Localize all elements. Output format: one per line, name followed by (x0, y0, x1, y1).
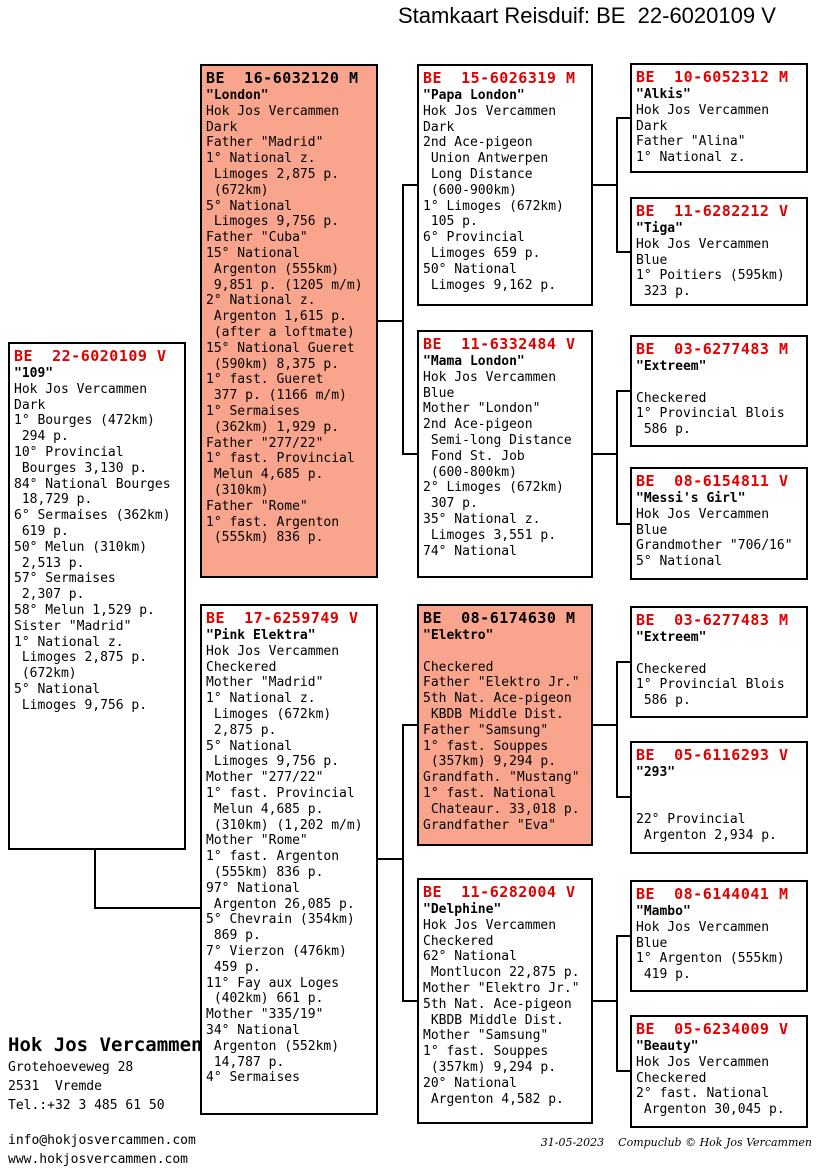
pigeon-name: "London" (206, 88, 269, 103)
detail-line: 57° Sermaises (14, 571, 116, 587)
detail-line: 5° National (206, 738, 293, 754)
detail-line: Mother "335/19" (206, 1007, 324, 1023)
detail-line: 58° Melun 1,529 p. (14, 602, 155, 618)
address-line: 2531 Vremde (8, 1079, 102, 1094)
pigeon-name: "Messi's Girl" (636, 491, 746, 506)
detail-line: 5th Nat. Ace-pigeon (423, 996, 572, 1012)
detail-line: Checkered (636, 1070, 707, 1086)
detail-line: Checkered (423, 933, 494, 949)
detail-line: (555km) 836 p. (206, 530, 324, 546)
detail-line (636, 797, 802, 813)
connector-line (593, 724, 618, 726)
detail-line: 1° fast. Provincial (206, 451, 355, 467)
pigeon-details (423, 104, 587, 294)
pedigree-box-ggp-8 (630, 1015, 808, 1128)
pedigree-box-grandfather-paternal (417, 64, 593, 306)
detail-line: 7° Vierzon (476km) (206, 943, 347, 959)
ring-number: BE 08-6154811 V (636, 472, 789, 490)
connector-line (616, 251, 631, 253)
detail-line: Limoges 9,756 p. (14, 697, 148, 713)
detail-line: Sister "Madrid" (14, 618, 132, 634)
connector-line (378, 858, 404, 860)
detail-line: (600-900km) (423, 182, 517, 198)
ring-number: BE 03-6277483 M (636, 611, 789, 629)
connector-line (593, 184, 618, 186)
detail-line: 9,851 p. (1205 m/m) (206, 277, 363, 293)
detail-line: 1° Limoges (672km) (423, 198, 564, 214)
detail-line: (362km) 1,929 p. (206, 419, 340, 435)
pedigree-box-grandmother-maternal (417, 878, 593, 1124)
address-line: Grotehoeveweg 28 (8, 1060, 134, 1075)
detail-line: 15° National (206, 245, 300, 261)
pigeon-details (636, 646, 802, 709)
detail-line (636, 781, 802, 797)
ring-number: BE 11-6282004 V (423, 883, 576, 901)
detail-line: Melun 4,685 p. (206, 801, 324, 817)
detail-line: 1° fast. Souppes (423, 738, 549, 754)
detail-line: 1° Provincial Blois (636, 406, 785, 422)
pigeon-details (636, 920, 802, 983)
detail-line: 1° National z. (206, 151, 316, 167)
pigeon-details (636, 375, 802, 438)
pedigree-box-mother (200, 604, 378, 1115)
detail-line: (310km) (206, 482, 269, 498)
ring-number: BE 11-6332484 V (423, 335, 576, 353)
detail-line: 459 p. (206, 959, 261, 975)
detail-line: Fond St. Job (423, 448, 525, 464)
pedigree-box-ggp-6 (630, 741, 808, 854)
detail-line: Dark (636, 118, 668, 134)
detail-line: 586 p. (636, 693, 691, 709)
detail-line: 1° fast. Argenton (206, 849, 340, 865)
detail-line: Checkered (636, 661, 707, 677)
detail-line: 84° National Bourges (14, 476, 171, 492)
detail-line: 5° National (636, 554, 723, 570)
detail-line: KBDB Middle Dist. (423, 706, 564, 722)
detail-line: 97° National (206, 880, 300, 896)
pigeon-details (206, 644, 372, 1086)
detail-line: 6° Sermaises (362km) (14, 508, 171, 524)
detail-line: Argenton (552km) (206, 1038, 340, 1054)
pedigree-box-father (200, 64, 378, 578)
detail-line: 50° Melun (310km) (14, 539, 148, 555)
detail-line: (402km) 661 p. (206, 991, 324, 1007)
ring-number: BE 10-6052312 M (636, 68, 789, 86)
detail-line: Limoges 2,875 p. (206, 166, 340, 182)
connector-line (616, 523, 631, 525)
pedigree-box-ggp-4 (630, 467, 808, 580)
detail-line: 2° Limoges (672km) (423, 480, 564, 496)
detail-line: Argenton 2,934 p. (636, 828, 777, 844)
detail-line: 5° National (206, 198, 293, 214)
detail-line: Argenton (555km) (206, 261, 340, 277)
detail-line: 869 p. (206, 928, 261, 944)
detail-line: Mother "Elektro Jr." (423, 980, 580, 996)
connector-line (616, 796, 631, 798)
detail-line: (672km) (14, 666, 77, 682)
pedigree-box-subject (8, 342, 186, 850)
detail-line: Bourges 3,130 p. (14, 460, 148, 476)
detail-line: Father "Samsung" (423, 722, 549, 738)
connector-line (616, 661, 618, 798)
detail-line: Limoges 9,162 p. (423, 277, 557, 293)
connector-line (593, 1000, 618, 1002)
ring-number: BE 05-6116293 V (636, 746, 789, 764)
detail-line: Melun 4,685 p. (206, 467, 324, 483)
connector-line (94, 850, 96, 909)
ring-number: BE 08-6144041 M (636, 885, 789, 903)
ring-number: BE 22-6020109 V (14, 347, 167, 365)
pigeon-name: "Mambo" (636, 904, 691, 919)
loft-name: Hok Jos Vercammen (8, 1034, 203, 1056)
ring-number: BE 05-6234009 V (636, 1020, 789, 1038)
detail-line: (357km) 9,294 p. (423, 1059, 557, 1075)
detail-line (636, 646, 802, 662)
detail-line: 1° fast. Argenton (206, 514, 340, 530)
detail-line: 22° Provincial (636, 812, 746, 828)
connector-line (593, 453, 618, 455)
detail-line: Mother "Madrid" (206, 675, 324, 691)
detail-line: Long Distance (423, 166, 533, 182)
pigeon-name: "Alkis" (636, 87, 691, 102)
pedigree-box-ggp-2 (630, 197, 808, 306)
detail-line: Hok Jos Vercammen (636, 919, 770, 935)
detail-line: 2° fast. National (636, 1086, 770, 1102)
ring-number: BE 17-6259749 V (206, 609, 359, 627)
pedigree-box-grandfather-maternal (417, 604, 593, 846)
detail-line: 1° Bourges (472km) (14, 413, 155, 429)
detail-line: Father "277/22" (206, 435, 324, 451)
pigeon-details (636, 781, 802, 844)
connector-line (616, 117, 631, 119)
detail-line: 2nd Ace-pigeon (423, 135, 533, 151)
pigeon-details (636, 103, 802, 166)
detail-line: Father "Elektro Jr." (423, 675, 580, 691)
detail-line (423, 644, 587, 660)
detail-line: Grandmother "706/16" (636, 538, 793, 554)
detail-line: 619 p. (14, 523, 69, 539)
detail-line: Hok Jos Vercammen (636, 236, 770, 252)
print-date: 31-05-2023 (540, 1136, 605, 1149)
detail-line: 1° National z. (14, 634, 124, 650)
connector-line (402, 184, 418, 186)
detail-line: KBDB Middle Dist. (423, 1012, 564, 1028)
pigeon-details (206, 104, 372, 546)
detail-line: (310km) (1,202 m/m) (206, 817, 363, 833)
detail-line: 1° Argenton (555km) (636, 951, 785, 967)
website-url: www.hokjosvercammen.com (8, 1152, 189, 1167)
detail-line: 5° National (14, 681, 101, 697)
pigeon-name: "Tiga" (636, 221, 683, 236)
connector-line (616, 390, 618, 525)
detail-line: 377 p. (1166 m/m) (206, 388, 347, 404)
copyright-credit: Compuclub © Hok Jos Vercammen (618, 1136, 812, 1149)
connector-line (402, 1000, 418, 1002)
connector-line (402, 184, 404, 455)
detail-line: 74° National (423, 543, 517, 559)
spacer (8, 1115, 202, 1131)
pedigree-box-ggp-7 (630, 880, 808, 992)
pigeon-name: "109" (14, 366, 54, 381)
detail-line: 6° Provincial (423, 230, 525, 246)
pedigree-box-ggp-3 (630, 335, 808, 447)
detail-line: 2° National z. (206, 293, 316, 309)
contact-block (8, 1032, 202, 1169)
detail-line: Father "Madrid" (206, 135, 324, 151)
detail-line: Dark (14, 397, 46, 413)
detail-line: 323 p. (636, 284, 691, 300)
detail-line: Hok Jos Vercammen (206, 103, 340, 119)
detail-line: Checkered (206, 659, 277, 675)
detail-line: 1° Sermaises (206, 403, 300, 419)
detail-line: 2,513 p. (14, 555, 85, 571)
pigeon-details (636, 1055, 802, 1118)
detail-line: Argenton 26,085 p. (206, 896, 355, 912)
detail-line: (after a loftmate) (206, 324, 355, 340)
detail-line: (555km) 836 p. (206, 864, 324, 880)
detail-line: Blue (636, 935, 668, 951)
detail-line: Checkered (423, 659, 494, 675)
phone-number: Tel.:+32 3 485 61 50 (8, 1098, 165, 1113)
detail-line: 15° National Gueret (206, 340, 355, 356)
detail-line: Argenton 1,615 p. (206, 309, 347, 325)
detail-line: Father "Rome" (206, 498, 308, 514)
detail-line: 34° National (206, 1022, 300, 1038)
detail-line: Chateaur. 33,018 p. (423, 801, 580, 817)
pigeon-details (423, 918, 587, 1108)
detail-line: 1° Poitiers (595km) (636, 268, 785, 284)
detail-line: Hok Jos Vercammen (423, 369, 557, 385)
detail-line: 50° National (423, 261, 517, 277)
detail-line: Hok Jos Vercammen (636, 506, 770, 522)
detail-line: 5th Nat. Ace-pigeon (423, 691, 572, 707)
ring-number: BE 08-6174630 M (423, 609, 576, 627)
detail-line: (600-800km) (423, 464, 517, 480)
detail-line: 1° fast. Gueret (206, 372, 324, 388)
detail-line: 307 p. (423, 496, 478, 512)
footer (541, 1136, 812, 1149)
detail-line: 10° Provincial (14, 444, 124, 460)
detail-line: Mother "277/22" (206, 770, 324, 786)
detail-line: 4° Sermaises (206, 1070, 300, 1086)
connector-line (378, 320, 404, 322)
detail-line: 1° National z. (206, 691, 316, 707)
detail-line: 1° Provincial Blois (636, 677, 785, 693)
detail-line: 35° National z. (423, 511, 541, 527)
connector-line (402, 724, 418, 726)
connector-line (94, 907, 201, 909)
detail-line: 1° fast. Provincial (206, 785, 355, 801)
detail-line: (672km) (206, 182, 269, 198)
connector-line (616, 935, 618, 1072)
detail-line: 2nd Ace-pigeon (423, 417, 533, 433)
detail-line: 419 p. (636, 967, 691, 983)
detail-line: 20° National (423, 1075, 517, 1091)
detail-line: Mother "London" (423, 401, 541, 417)
detail-line: Limoges 3,551 p. (423, 527, 557, 543)
pigeon-details (636, 507, 802, 570)
pigeon-details (423, 644, 587, 834)
detail-line: Grandfather "Eva" (423, 817, 557, 833)
detail-line: Limoges (672km) (206, 706, 332, 722)
pigeon-name: "293" (636, 765, 676, 780)
detail-line: Dark (423, 119, 455, 135)
detail-line (636, 375, 802, 391)
ring-number: BE 03-6277483 M (636, 340, 789, 358)
connector-line (402, 724, 404, 1002)
detail-line: 62° National (423, 949, 517, 965)
pigeon-details (636, 237, 802, 300)
detail-line: 1° fast. Souppes (423, 1044, 549, 1060)
detail-line: Blue (636, 522, 668, 538)
detail-line: 2,307 p. (14, 587, 85, 603)
detail-line: Hok Jos Vercammen (636, 1054, 770, 1070)
pigeon-name: "Papa London" (423, 88, 525, 103)
detail-line: Hok Jos Vercammen (423, 917, 557, 933)
detail-line: 14,787 p. (206, 1054, 285, 1070)
detail-line: Mother "Rome" (206, 833, 308, 849)
pigeon-details (14, 382, 180, 714)
connector-line (616, 935, 631, 937)
detail-line: Union Antwerpen (423, 151, 549, 167)
detail-line: Montlucon 22,875 p. (423, 965, 580, 981)
connector-line (616, 661, 631, 663)
detail-line: Hok Jos Vercammen (206, 643, 340, 659)
detail-line: Hok Jos Vercammen (423, 103, 557, 119)
detail-line: Hok Jos Vercammen (14, 381, 148, 397)
email-address: info@hokjosvercammen.com (8, 1133, 196, 1148)
detail-line: Semi-long Distance (423, 432, 572, 448)
pigeon-name: "Extreem" (636, 359, 707, 374)
detail-line: 1° fast. National (423, 785, 557, 801)
pigeon-name: "Elektro" (423, 628, 494, 643)
detail-line: Father "Alina" (636, 134, 746, 150)
detail-line: Father "Cuba" (206, 230, 308, 246)
detail-line: 5° Chevrain (354km) (206, 912, 355, 928)
detail-line: Mother "Samsung" (423, 1028, 549, 1044)
ring-number: BE 15-6026319 M (423, 69, 576, 87)
detail-line: Blue (423, 385, 455, 401)
detail-line: 586 p. (636, 422, 691, 438)
detail-line: 11° Fay aux Loges (206, 975, 340, 991)
detail-line: 18,729 p. (14, 492, 93, 508)
pigeon-name: "Extreem" (636, 630, 707, 645)
ring-number: BE 11-6282212 V (636, 202, 789, 220)
connector-line (402, 453, 418, 455)
detail-line: Checkered (636, 390, 707, 406)
connector-line (616, 390, 631, 392)
pigeon-name: "Mama London" (423, 354, 525, 369)
detail-line: (590km) 8,375 p. (206, 356, 340, 372)
detail-line: (357km) 9,294 p. (423, 754, 557, 770)
detail-line: 294 p. (14, 429, 69, 445)
pigeon-details (423, 370, 587, 560)
detail-line: Argenton 30,045 p. (636, 1102, 785, 1118)
detail-line: Limoges 9,756 p. (206, 754, 340, 770)
detail-line: Argenton 4,582 p. (423, 1091, 564, 1107)
detail-line: Blue (636, 252, 668, 268)
detail-line: Limoges 2,875 p. (14, 650, 148, 666)
ring-number: BE 16-6032120 M (206, 69, 359, 87)
detail-line: Limoges 9,756 p. (206, 214, 340, 230)
page-title: Stamkaart Reisduif: BE 22-6020109 V (398, 3, 776, 28)
pedigree-box-ggp-1 (630, 63, 808, 173)
detail-line: 2,875 p. (206, 722, 277, 738)
detail-line: 1° National z. (636, 150, 746, 166)
detail-line: 105 p. (423, 214, 478, 230)
detail-line: Dark (206, 119, 238, 135)
connector-line (616, 1070, 631, 1072)
detail-line: Limoges 659 p. (423, 245, 541, 261)
pedigree-box-ggp-5 (630, 606, 808, 718)
pedigree-box-grandmother-paternal (417, 330, 593, 578)
detail-line: Hok Jos Vercammen (636, 102, 770, 118)
detail-line: Grandfath. "Mustang" (423, 770, 580, 786)
pigeon-name: "Pink Elektra" (206, 628, 316, 643)
pigeon-name: "Beauty" (636, 1039, 699, 1054)
connector-line (616, 117, 618, 253)
pigeon-name: "Delphine" (423, 902, 502, 917)
